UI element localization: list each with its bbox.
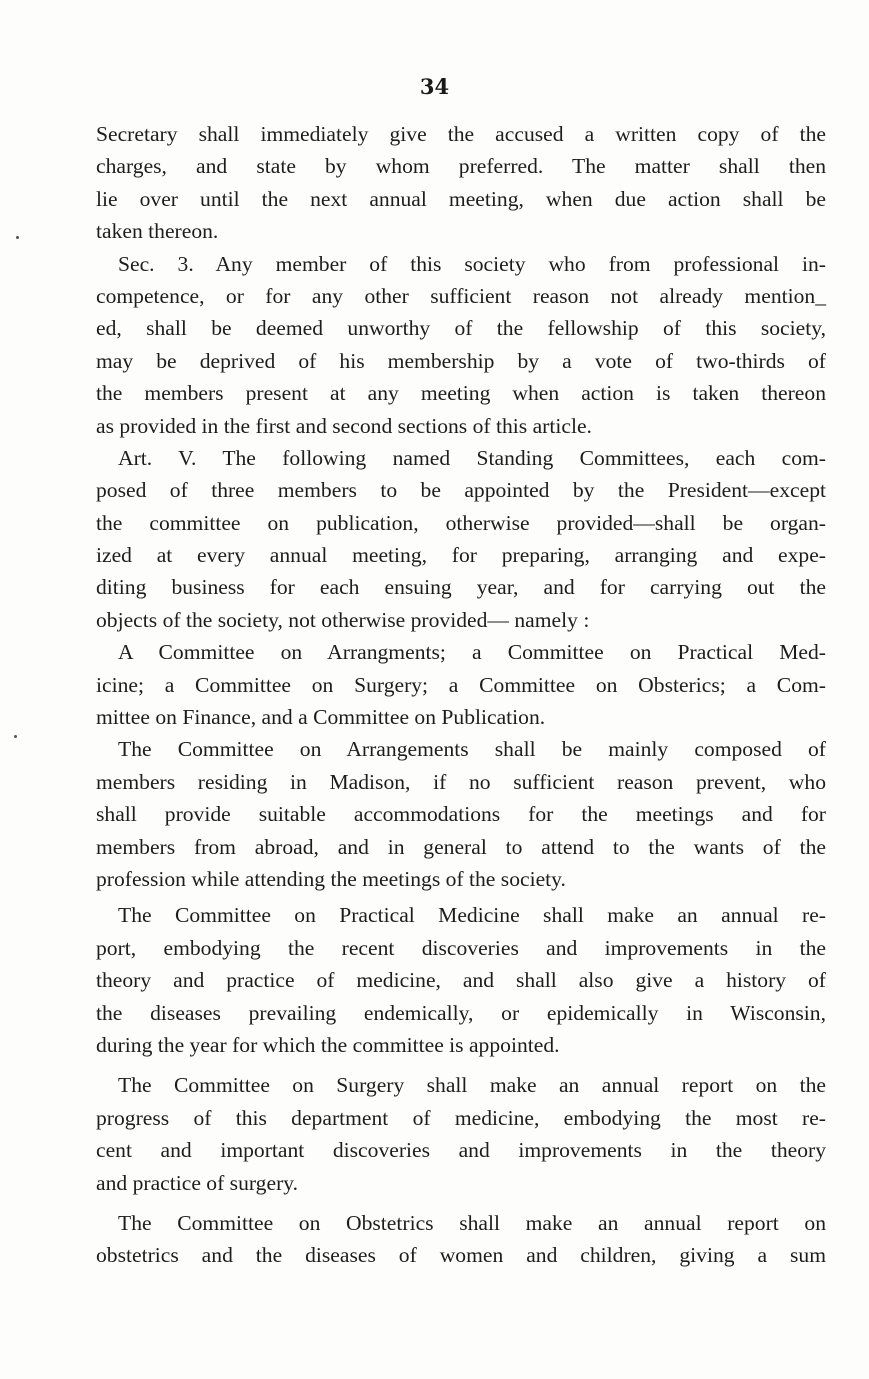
text-line: members from abroad, and in general to attend to the wants of the — [96, 834, 826, 859]
text-line: icine; a Committee on Surgery; a Committee on Obsterics; a Com- — [96, 672, 826, 697]
text-line: the members present at any meeting when action is taken thereon — [96, 381, 826, 406]
margin-speck — [14, 735, 17, 738]
body-text — [96, 118, 826, 1272]
text-line: Art. V. The following named Standing Committees, each com- — [118, 445, 826, 470]
text-line: ized at every annual meeting, for preparing, arranging and expe- — [96, 543, 826, 568]
text-line: during the year for which the committee is appointed. — [96, 1032, 560, 1057]
text-line: A Committee on Arrangments; a Committee on Practical Med- — [118, 640, 826, 665]
text-line: as provided in the first and second sections of this article. — [96, 413, 592, 438]
text-line: and practice of surgery. — [96, 1170, 299, 1195]
text-line: The Committee on Practical Medicine shall make an annual re- — [118, 903, 826, 928]
text-line: cent and important discoveries and improvements in the theory — [96, 1138, 826, 1163]
text-line: obstetrics and the diseases of women and children, giving a sum — [96, 1243, 826, 1268]
text-line: charges, and state by whom preferred. The matter shall then — [96, 154, 826, 179]
text-line: taken thereon. — [96, 219, 219, 244]
text-line: Secretary shall immediately give the accused a written copy of the — [96, 122, 826, 146]
paragraph-gap — [96, 1061, 826, 1069]
text-line: competence, or for any other sufficient reason not already mention_ — [96, 283, 826, 308]
text-line: posed of three members to be appointed by the President—except — [96, 478, 826, 503]
text-line: port, embodying the recent discoveries and improvements in the — [96, 935, 826, 960]
text-line: may be deprived of his membership by a vote of two-thirds of — [96, 348, 826, 373]
text-line: The Committee on Obstetrics shall make an annual report on — [118, 1210, 826, 1235]
text-line: mittee on Finance, and a Committee on Publication. — [96, 705, 546, 730]
page-number: 34 — [419, 74, 450, 99]
text-line: ed, shall be deemed unworthy of the fellowship of this society, — [96, 316, 826, 341]
text-line: members residing in Madison, if no sufficient reason prevent, who — [96, 769, 826, 794]
text-line: The Committee on Surgery shall make an annual report on the — [118, 1073, 826, 1098]
text-line: the diseases prevailing endemically, or epidemically in Wisconsin, — [96, 1000, 826, 1025]
text-line: The Committee on Arrangements shall be mainly composed of — [118, 737, 826, 762]
text-line: theory and practice of medicine, and shall also give a history of — [96, 968, 826, 993]
text-line: lie over until the next annual meeting, when due action shall be — [96, 186, 826, 211]
text-line: the committee on publication, otherwise provided—shall be organ- — [96, 510, 826, 535]
text-line: objects of the society, not otherwise provided— namely : — [96, 607, 590, 632]
text-line: progress of this department of medicine, embodying the most re- — [96, 1105, 826, 1130]
text-line: profession while attending the meetings of the society. — [96, 866, 566, 891]
margin-speck — [16, 236, 19, 239]
text-line: Sec. 3. Any member of this society who from professional in- — [118, 251, 826, 276]
text-line: diting business for each ensuing year, and for carrying out the — [96, 575, 826, 600]
text-line: shall provide suitable accommodations for the meetings and for — [96, 802, 826, 827]
paragraph-gap — [96, 1199, 826, 1207]
